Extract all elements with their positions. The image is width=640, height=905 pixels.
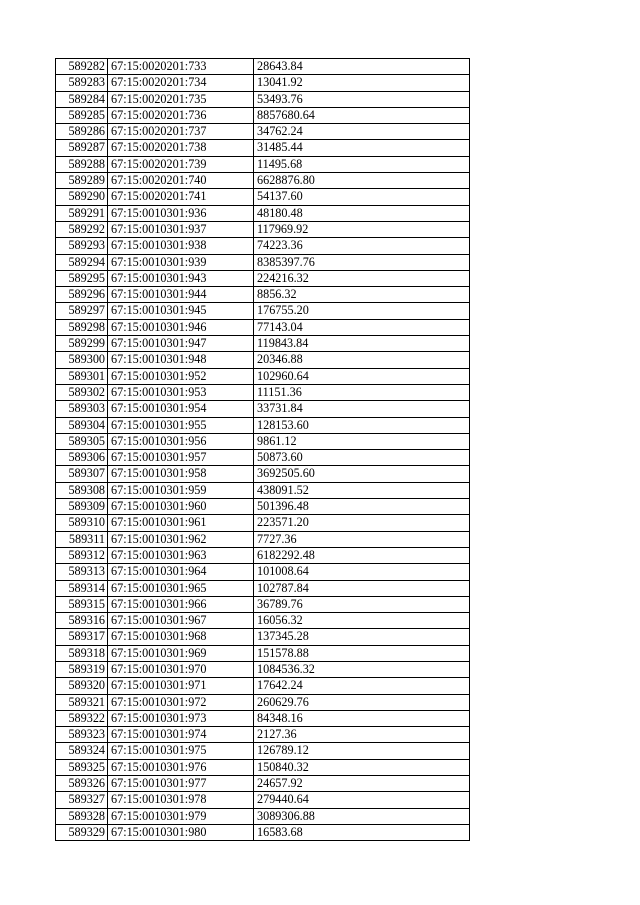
row-number-cell: 589296 — [56, 287, 108, 303]
cadastral-number-cell: 67:15:0020201:736 — [108, 107, 254, 123]
value-cell: 50873.60 — [254, 450, 470, 466]
value-cell: 9861.12 — [254, 433, 470, 449]
row-number-cell: 589309 — [56, 499, 108, 515]
value-cell: 31485.44 — [254, 140, 470, 156]
cadastral-number-cell: 67:15:0010301:938 — [108, 238, 254, 254]
value-cell: 137345.28 — [254, 629, 470, 645]
row-number-cell: 589329 — [56, 824, 108, 840]
table-row — [56, 368, 470, 384]
row-number-cell: 589295 — [56, 270, 108, 286]
cadastral-number-cell: 67:15:0010301:958 — [108, 466, 254, 482]
value-cell: 11151.36 — [254, 384, 470, 400]
row-number-cell: 589285 — [56, 107, 108, 123]
cadastral-number-cell: 67:15:0010301:973 — [108, 710, 254, 726]
table-row — [56, 433, 470, 449]
value-cell: 16056.32 — [254, 613, 470, 629]
table-row — [56, 417, 470, 433]
cadastral-number-cell: 67:15:0010301:962 — [108, 531, 254, 547]
cadastral-number-cell: 67:15:0010301:948 — [108, 352, 254, 368]
table-row — [56, 678, 470, 694]
value-cell: 54137.60 — [254, 189, 470, 205]
value-cell: 53493.76 — [254, 91, 470, 107]
table-row — [56, 450, 470, 466]
cadastral-number-cell: 67:15:0010301:978 — [108, 792, 254, 808]
row-number-cell: 589310 — [56, 515, 108, 531]
value-cell: 8857680.64 — [254, 107, 470, 123]
table-row — [56, 808, 470, 824]
cadastral-number-cell: 67:15:0020201:739 — [108, 156, 254, 172]
table-row — [56, 59, 470, 75]
cadastral-number-cell: 67:15:0010301:947 — [108, 336, 254, 352]
row-number-cell: 589289 — [56, 173, 108, 189]
row-number-cell: 589305 — [56, 433, 108, 449]
row-number-cell: 589325 — [56, 759, 108, 775]
row-number-cell: 589287 — [56, 140, 108, 156]
cadastral-number-cell: 67:15:0020201:733 — [108, 59, 254, 75]
row-number-cell: 589318 — [56, 645, 108, 661]
table-row — [56, 515, 470, 531]
table-row — [56, 743, 470, 759]
data-table — [55, 58, 470, 841]
row-number-cell: 589283 — [56, 75, 108, 91]
table-row — [56, 173, 470, 189]
table-row — [56, 91, 470, 107]
row-number-cell: 589315 — [56, 596, 108, 612]
value-cell: 8856.32 — [254, 287, 470, 303]
row-number-cell: 589304 — [56, 417, 108, 433]
value-cell: 102960.64 — [254, 368, 470, 384]
value-cell: 126789.12 — [254, 743, 470, 759]
row-number-cell: 589313 — [56, 564, 108, 580]
cadastral-number-cell: 67:15:0010301:963 — [108, 547, 254, 563]
value-cell: 151578.88 — [254, 645, 470, 661]
cadastral-number-cell: 67:15:0010301:960 — [108, 499, 254, 515]
table-row — [56, 238, 470, 254]
table-row — [56, 694, 470, 710]
value-cell: 13041.92 — [254, 75, 470, 91]
table-row — [56, 303, 470, 319]
row-number-cell: 589298 — [56, 319, 108, 335]
row-number-cell: 589300 — [56, 352, 108, 368]
value-cell: 6628876.80 — [254, 173, 470, 189]
cadastral-number-cell: 67:15:0010301:945 — [108, 303, 254, 319]
table-row — [56, 287, 470, 303]
cadastral-number-cell: 67:15:0010301:968 — [108, 629, 254, 645]
table-row — [56, 547, 470, 563]
cadastral-number-cell: 67:15:0010301:953 — [108, 384, 254, 400]
row-number-cell: 589301 — [56, 368, 108, 384]
table-row — [56, 580, 470, 596]
row-number-cell: 589312 — [56, 547, 108, 563]
table-row — [56, 319, 470, 335]
table-row — [56, 499, 470, 515]
table-row — [56, 727, 470, 743]
cadastral-number-cell: 67:15:0010301:946 — [108, 319, 254, 335]
row-number-cell: 589327 — [56, 792, 108, 808]
cadastral-number-cell: 67:15:0010301:967 — [108, 613, 254, 629]
row-number-cell: 589328 — [56, 808, 108, 824]
cadastral-number-cell: 67:15:0010301:977 — [108, 776, 254, 792]
cadastral-number-cell: 67:15:0010301:936 — [108, 205, 254, 221]
cadastral-number-cell: 67:15:0020201:741 — [108, 189, 254, 205]
row-number-cell: 589321 — [56, 694, 108, 710]
cadastral-number-cell: 67:15:0010301:944 — [108, 287, 254, 303]
value-cell: 279440.64 — [254, 792, 470, 808]
cadastral-number-cell: 67:15:0010301:956 — [108, 433, 254, 449]
cadastral-number-cell: 67:15:0010301:966 — [108, 596, 254, 612]
cadastral-number-cell: 67:15:0020201:740 — [108, 173, 254, 189]
row-number-cell: 589322 — [56, 710, 108, 726]
value-cell: 150840.32 — [254, 759, 470, 775]
row-number-cell: 589317 — [56, 629, 108, 645]
table-row — [56, 629, 470, 645]
cadastral-number-cell: 67:15:0010301:937 — [108, 221, 254, 237]
cadastral-number-cell: 67:15:0010301:955 — [108, 417, 254, 433]
row-number-cell: 589292 — [56, 221, 108, 237]
table-row — [56, 75, 470, 91]
row-number-cell: 589324 — [56, 743, 108, 759]
value-cell: 16583.68 — [254, 824, 470, 840]
row-number-cell: 589308 — [56, 482, 108, 498]
cadastral-number-cell: 67:15:0010301:979 — [108, 808, 254, 824]
row-number-cell: 589291 — [56, 205, 108, 221]
cadastral-number-cell: 67:15:0010301:954 — [108, 401, 254, 417]
table-row — [56, 352, 470, 368]
table-row — [56, 205, 470, 221]
row-number-cell: 589314 — [56, 580, 108, 596]
value-cell: 2127.36 — [254, 727, 470, 743]
table-row — [56, 792, 470, 808]
value-cell: 102787.84 — [254, 580, 470, 596]
cadastral-number-cell: 67:15:0010301:971 — [108, 678, 254, 694]
row-number-cell: 589302 — [56, 384, 108, 400]
value-cell: 1084536.32 — [254, 661, 470, 677]
value-cell: 128153.60 — [254, 417, 470, 433]
value-cell: 6182292.48 — [254, 547, 470, 563]
value-cell: 260629.76 — [254, 694, 470, 710]
value-cell: 20346.88 — [254, 352, 470, 368]
value-cell: 101008.64 — [254, 564, 470, 580]
row-number-cell: 589326 — [56, 776, 108, 792]
value-cell: 224216.32 — [254, 270, 470, 286]
table-row — [56, 466, 470, 482]
table-row — [56, 613, 470, 629]
row-number-cell: 589319 — [56, 661, 108, 677]
row-number-cell: 589286 — [56, 124, 108, 140]
table-row — [56, 645, 470, 661]
table-row — [56, 824, 470, 840]
cadastral-number-cell: 67:15:0010301:939 — [108, 254, 254, 270]
table-row — [56, 384, 470, 400]
cadastral-number-cell: 67:15:0010301:972 — [108, 694, 254, 710]
cadastral-number-cell: 67:15:0010301:943 — [108, 270, 254, 286]
row-number-cell: 589284 — [56, 91, 108, 107]
value-cell: 34762.24 — [254, 124, 470, 140]
value-cell: 11495.68 — [254, 156, 470, 172]
table-row — [56, 107, 470, 123]
table-body — [56, 59, 470, 841]
table-row — [56, 710, 470, 726]
table-row — [56, 759, 470, 775]
row-number-cell: 589293 — [56, 238, 108, 254]
table-row — [56, 596, 470, 612]
cadastral-number-cell: 67:15:0010301:961 — [108, 515, 254, 531]
cadastral-number-cell: 67:15:0010301:980 — [108, 824, 254, 840]
row-number-cell: 589297 — [56, 303, 108, 319]
value-cell: 3089306.88 — [254, 808, 470, 824]
row-number-cell: 589290 — [56, 189, 108, 205]
table-row — [56, 776, 470, 792]
table-row — [56, 140, 470, 156]
value-cell: 223571.20 — [254, 515, 470, 531]
table-row — [56, 254, 470, 270]
table-row — [56, 482, 470, 498]
value-cell: 33731.84 — [254, 401, 470, 417]
value-cell: 7727.36 — [254, 531, 470, 547]
value-cell: 77143.04 — [254, 319, 470, 335]
cadastral-number-cell: 67:15:0010301:970 — [108, 661, 254, 677]
cadastral-number-cell: 67:15:0010301:975 — [108, 743, 254, 759]
table-row — [56, 270, 470, 286]
cadastral-number-cell: 67:15:0010301:957 — [108, 450, 254, 466]
cadastral-number-cell: 67:15:0010301:976 — [108, 759, 254, 775]
cadastral-number-cell: 67:15:0010301:965 — [108, 580, 254, 596]
value-cell: 438091.52 — [254, 482, 470, 498]
row-number-cell: 589294 — [56, 254, 108, 270]
table-row — [56, 564, 470, 580]
value-cell: 84348.16 — [254, 710, 470, 726]
row-number-cell: 589306 — [56, 450, 108, 466]
table-row — [56, 401, 470, 417]
value-cell: 501396.48 — [254, 499, 470, 515]
value-cell: 24657.92 — [254, 776, 470, 792]
row-number-cell: 589288 — [56, 156, 108, 172]
table-row — [56, 189, 470, 205]
value-cell: 48180.48 — [254, 205, 470, 221]
value-cell: 119843.84 — [254, 336, 470, 352]
value-cell: 8385397.76 — [254, 254, 470, 270]
cadastral-number-cell: 67:15:0010301:964 — [108, 564, 254, 580]
table-row — [56, 124, 470, 140]
table-row — [56, 661, 470, 677]
cadastral-number-cell: 67:15:0020201:735 — [108, 91, 254, 107]
row-number-cell: 589282 — [56, 59, 108, 75]
cadastral-number-cell: 67:15:0010301:959 — [108, 482, 254, 498]
value-cell: 17642.24 — [254, 678, 470, 694]
table-row — [56, 531, 470, 547]
cadastral-number-cell: 67:15:0010301:969 — [108, 645, 254, 661]
row-number-cell: 589307 — [56, 466, 108, 482]
row-number-cell: 589320 — [56, 678, 108, 694]
cadastral-number-cell: 67:15:0020201:737 — [108, 124, 254, 140]
value-cell: 36789.76 — [254, 596, 470, 612]
row-number-cell: 589299 — [56, 336, 108, 352]
cadastral-number-cell: 67:15:0020201:738 — [108, 140, 254, 156]
cadastral-number-cell: 67:15:0010301:974 — [108, 727, 254, 743]
cadastral-number-cell: 67:15:0020201:734 — [108, 75, 254, 91]
table-row — [56, 336, 470, 352]
value-cell: 3692505.60 — [254, 466, 470, 482]
row-number-cell: 589316 — [56, 613, 108, 629]
row-number-cell: 589303 — [56, 401, 108, 417]
table-row — [56, 156, 470, 172]
row-number-cell: 589311 — [56, 531, 108, 547]
cadastral-number-cell: 67:15:0010301:952 — [108, 368, 254, 384]
value-cell: 117969.92 — [254, 221, 470, 237]
table-row — [56, 221, 470, 237]
row-number-cell: 589323 — [56, 727, 108, 743]
value-cell: 176755.20 — [254, 303, 470, 319]
value-cell: 28643.84 — [254, 59, 470, 75]
value-cell: 74223.36 — [254, 238, 470, 254]
